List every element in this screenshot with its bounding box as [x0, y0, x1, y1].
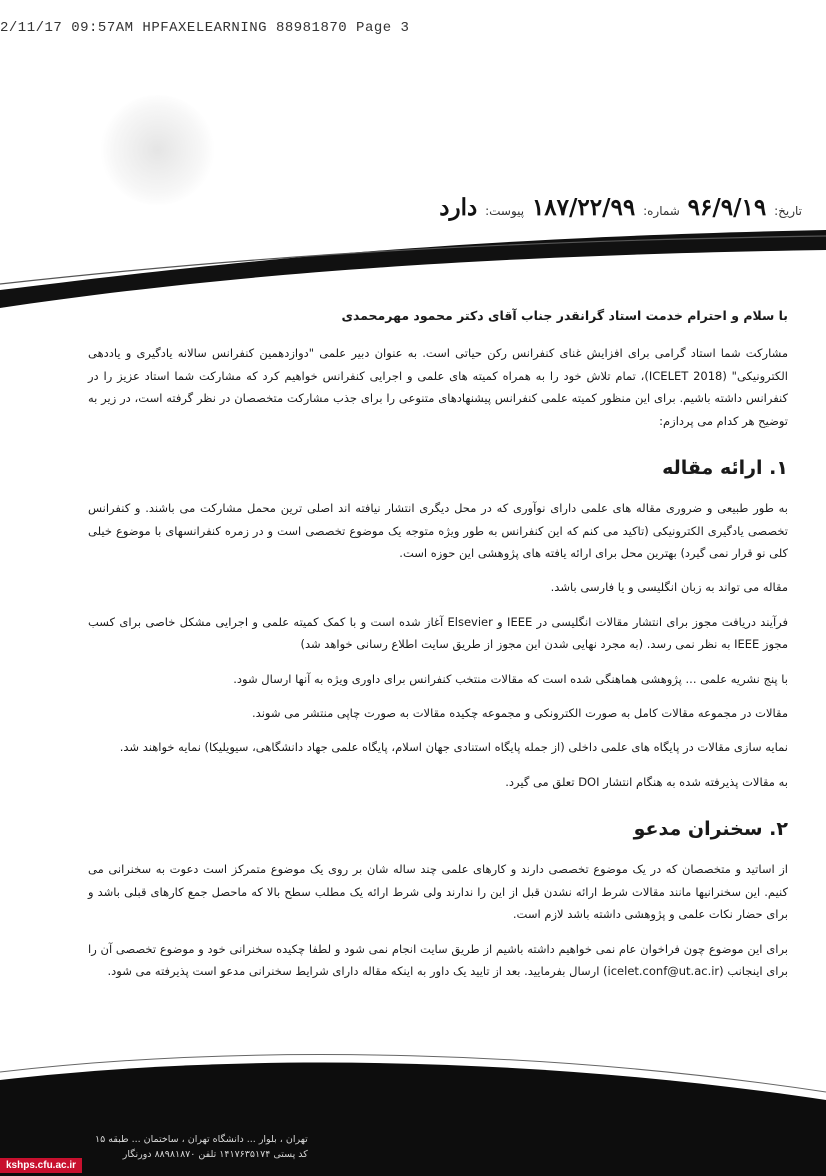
intro-paragraph: مشارکت شما استاد گرامی برای افزایش غنای کنفرانس رکن حیاتی است. به عنوان دبیر علمی "دوازدهمین کنفرانس سالانه یادگیری و یاددهی الکترونیکی" (ICELET 2018)، تمام تلاش خود را به همراه کمیته های علمی و اجرایی کنفرانس خواهیم کرد که مشارکت شما استاد عزیز را در کنفرانس داشته باشیم. برای این منظور کمیته علمی کنفرانس پیشنهادهای متنوعی را برای جذب مشارکت متخصصان در نظر گرفته است، در زیر به توضیح هر کدام می پردازم: — [88, 346, 788, 428]
header-swoosh-decoration — [0, 228, 826, 308]
section-title-paper-presentation: ۱. ارائه مقاله — [662, 457, 788, 480]
number-label: شماره: — [643, 204, 680, 218]
section1-paragraph-1: به طور طبیعی و ضروری مقاله های علمی دارای نوآوری که در محل دیگری انتشار نیافته اند اصلی ترین محمل مشارکت می باشند. و کنفرانس تخصصی یادگیری الکترونیکی (تاکید می کنم که این کنفرانس به طور ویژه متوجه یک موضوع تخصصی است و در زمره کنفرانسهای با موضوع خیلی کلی نو قرار نمی گیرد) بهترین محل برای ارائه یافته های پژوهشی این حوزه است. — [88, 501, 788, 560]
date-value: ۹۶/۹/۱۹ — [687, 194, 767, 221]
university-seal-watermark — [100, 95, 215, 205]
section1-paragraph-4: با پنج نشریه علمی ... پژوهشی هماهنگی شده است که مقالات منتخب کنفرانس برای داوری ویژه به آنها ارسال شود. — [233, 671, 788, 686]
section-title-invited-speaker: ۲. سخنران مدعو — [633, 818, 788, 841]
letter-body — [88, 300, 788, 994]
section1-paragraph-2: مقاله می تواند به زبان انگلیسی و یا فارسی باشد. — [550, 580, 788, 595]
footer-address-block — [95, 1132, 308, 1162]
footer-address: تهران ، بلوار ... دانشگاه تهران ، ساختمان ... طبقه ۱۵ — [95, 1134, 308, 1145]
section1-paragraph-3: فرآیند دریافت مجوز برای انتشار مقالات انگلیسی در IEEE و Elsevier آغاز شده است و با کمک کمیته علمی و اجرایی مشکل خاصی برای کسب مجوز IEEE به نظر نمی رسد. (به مجرد نهایی شدن این مجوز از طریق سایت اطلاع رسانی خواهد شد) — [88, 614, 788, 652]
attachment-label: پیوست: — [485, 204, 525, 218]
section1-paragraph-6: نمایه سازی مقالات در پایگاه های علمی داخلی (از جمله پایگاه استنادی جهان اسلام، پایگاه علمی جهاد دانشگاهی، سیویلیکا) نمایه خواهند شد. — [119, 740, 788, 755]
section2-paragraph-2: برای این موضوع چون فراخوان عام نمی خواهیم داشته باشیم از طریق سایت انجام نمی شود و لطفا چکیده سخنرانی خود و موضوع تخصصی آن را برای اینجانب (icelet.conf@ut.ac.ir) ارسال بفرمایید. بعد از تایید یک داور به اینکه مقاله دارای شرایط سخنرانی مدعو است پذیرفته می شود. — [88, 941, 788, 979]
greeting-line: با سلام و احترام خدمت استاد گرانقدر جناب آقای دکتر محمود مهرمحمدی — [341, 308, 788, 323]
footer-phone: کد پستی ۱۴۱۷۶۳۵۱۷۴ تلفن ۸۸۹۸۱۸۷۰ دورنگار — [122, 1149, 308, 1161]
fax-transmission-header: 2/11/17 09:57AM HPFAXELEARNING 88981870 Page 3 — [0, 20, 410, 36]
site-watermark-tag: kshps.cfu.ac.ir — [0, 1158, 82, 1173]
section2-paragraph-1: از اساتید و متخصصان که در یک موضوع تخصصی دارند و کارهای علمی چند ساله شان بر روی یک موضوع متمرکز است دعوت به سخنرانی می کنیم. این سخنرانیها مانند مقالات شرط ارائه نشدن قبل از این را ندارند ولی شرط ارائه یک مطلب سطح بالا که ماحصل جمع کارهای قبلی باشد و برای حضار نکات علمی و پژوهشی داشته باشد لازم است. — [88, 862, 788, 922]
number-value: ۱۸۷/۲۲/۹۹ — [531, 194, 636, 221]
section1-paragraph-7: به مقالات پذیرفته شده به هنگام انتشار DOI تعلق می گیرد. — [505, 774, 788, 789]
letter-meta-line — [439, 194, 806, 221]
attachment-value: دارد — [439, 194, 478, 221]
section1-paragraph-5: مقالات در مجموعه مقالات کامل به صورت الکترونکی و مجموعه چکیده مقالات به صورت چاپی منتشر می شوند. — [252, 706, 788, 721]
date-label: تاریخ: — [774, 204, 802, 218]
